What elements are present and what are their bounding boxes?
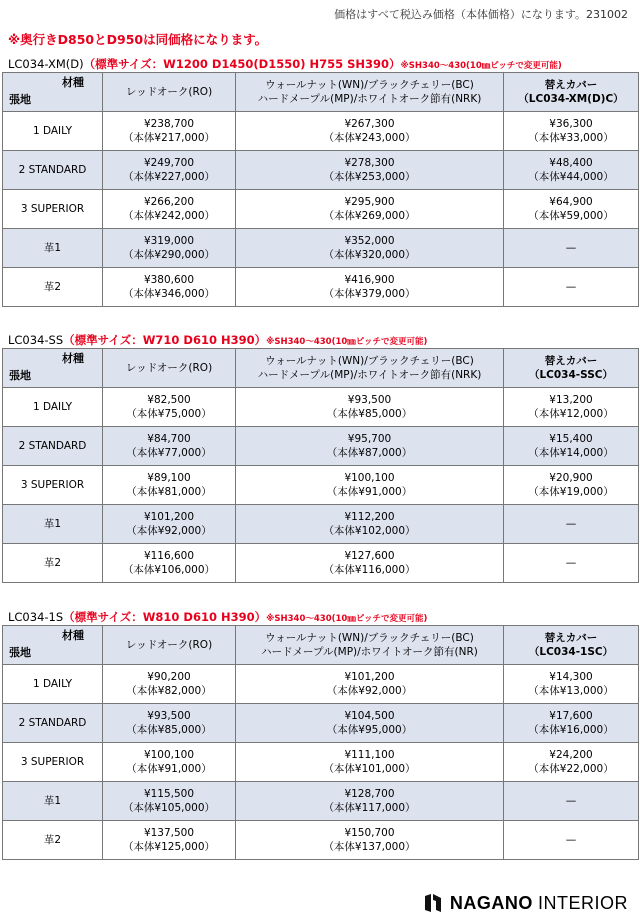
table-row — [3, 388, 639, 427]
price-cell-other-woods: ¥278,300 （本体¥253,000） — [236, 151, 504, 190]
price-cell-other-woods: ¥111,100 （本体¥101,000） — [236, 743, 504, 782]
standard-size: （標準サイズ：W810 D610 H390） — [63, 610, 267, 624]
table-row — [3, 151, 639, 190]
price-cell-other-woods: ¥267,300 （本体¥243,000） — [236, 112, 504, 151]
price-cell-cover: ¥36,300 （本体¥33,000） — [504, 112, 639, 151]
col-header-cover: 替えカバー （LC034-1SC） — [504, 626, 639, 665]
table-row — [3, 112, 639, 151]
col-header-other-woods: ウォールナット(WN)/ブラックチェリー(BC) ハードメープル(MP)/ホワイトオーク節有(NRK) — [236, 349, 504, 388]
col-header-cover: 替えカバー （LC034-SSC） — [504, 349, 639, 388]
price-cell-cover: — — [504, 229, 639, 268]
col-header-other-woods: ウォールナット(WN)/ブラックチェリー(BC) ハードメープル(MP)/ホワイトオーク節有(NR) — [236, 626, 504, 665]
standard-size: （標準サイズ：W1200 D1450(D1550) H755 SH390） — [83, 57, 401, 71]
fabric-grade: 1 DAILY — [3, 388, 103, 427]
section-title — [8, 56, 562, 72]
price-cell-cover: ¥17,600 （本体¥16,000） — [504, 704, 639, 743]
price-cell-cover: ¥15,400 （本体¥14,000） — [504, 427, 639, 466]
table-header-row — [3, 626, 639, 665]
price-cell-cover: — — [504, 505, 639, 544]
depth-note: ※奥行きD850とD950は同価格になります。 — [8, 32, 268, 47]
price-cell-other-woods: ¥112,200 （本体¥102,000） — [236, 505, 504, 544]
price-cell-other-woods: ¥100,100 （本体¥91,000） — [236, 466, 504, 505]
material-label: 材種 — [62, 76, 84, 89]
table-row — [3, 544, 639, 583]
price-cell-other-woods: ¥104,500 （本体¥95,000） — [236, 704, 504, 743]
table-row — [3, 427, 639, 466]
price-cell-cover: — — [504, 821, 639, 860]
fabric-label: 張地 — [9, 93, 31, 106]
price-table — [2, 348, 639, 583]
price-cell-red-oak: ¥319,000 （本体¥290,000） — [103, 229, 236, 268]
section-title — [8, 609, 427, 625]
fabric-label: 張地 — [9, 369, 31, 382]
price-cell-cover: ¥14,300 （本体¥13,000） — [504, 665, 639, 704]
price-cell-red-oak: ¥89,100 （本体¥81,000） — [103, 466, 236, 505]
price-table — [2, 72, 639, 307]
price-cell-cover: — — [504, 268, 639, 307]
col-header-other-woods: ウォールナット(WN)/ブラックチェリー(BC) ハードメープル(MP)/ホワイトオーク節有(NRK) — [236, 73, 504, 112]
table-row — [3, 268, 639, 307]
table-row — [3, 190, 639, 229]
fabric-grade: 革1 — [3, 782, 103, 821]
brand-name-bold: NAGANO — [449, 892, 533, 913]
price-cell-red-oak: ¥266,200 （本体¥242,000） — [103, 190, 236, 229]
price-cell-red-oak: ¥90,200 （本体¥82,000） — [103, 665, 236, 704]
nagano-logo-icon — [422, 892, 444, 914]
price-cell-other-woods: ¥101,200 （本体¥92,000） — [236, 665, 504, 704]
seat-height-note: ※SH340～430(10㎜ピッチで変更可能) — [266, 614, 428, 624]
material-label: 材種 — [62, 352, 84, 365]
price-cell-other-woods: ¥127,600 （本体¥116,000） — [236, 544, 504, 583]
price-cell-other-woods: ¥416,900 （本体¥379,000） — [236, 268, 504, 307]
seat-height-note: ※SH340～430(10㎜ピッチで変更可能) — [400, 61, 562, 71]
price-cell-red-oak: ¥115,500 （本体¥105,000） — [103, 782, 236, 821]
col-header-red-oak: レッドオーク(RO) — [103, 349, 236, 388]
fabric-grade: 3 SUPERIOR — [3, 743, 103, 782]
price-cell-red-oak: ¥137,500 （本体¥125,000） — [103, 821, 236, 860]
price-cell-red-oak: ¥249,700 （本体¥227,000） — [103, 151, 236, 190]
price-cell-other-woods: ¥95,700 （本体¥87,000） — [236, 427, 504, 466]
table-row — [3, 229, 639, 268]
section-title — [8, 332, 427, 348]
table-row — [3, 782, 639, 821]
brand-footer — [422, 890, 628, 916]
table-row — [3, 466, 639, 505]
brand-name-light: INTERIOR — [537, 892, 628, 913]
table-header-row — [3, 349, 639, 388]
corner-header — [3, 349, 103, 388]
fabric-grade: 3 SUPERIOR — [3, 466, 103, 505]
col-header-cover: 替えカバー （LC034-XM(D)C） — [504, 73, 639, 112]
price-cell-red-oak: ¥380,600 （本体¥346,000） — [103, 268, 236, 307]
col-header-red-oak: レッドオーク(RO) — [103, 626, 236, 665]
price-cell-cover: ¥20,900 （本体¥19,000） — [504, 466, 639, 505]
fabric-grade: 革2 — [3, 821, 103, 860]
col-header-red-oak: レッドオーク(RO) — [103, 73, 236, 112]
table-row — [3, 665, 639, 704]
fabric-grade: 革2 — [3, 544, 103, 583]
table-header-row — [3, 73, 639, 112]
price-cell-red-oak: ¥238,700 （本体¥217,000） — [103, 112, 236, 151]
model-code: LC034-1S — [8, 610, 64, 624]
price-cell-red-oak: ¥116,600 （本体¥106,000） — [103, 544, 236, 583]
fabric-grade: 2 STANDARD — [3, 704, 103, 743]
price-cell-cover: — — [504, 782, 639, 821]
fabric-grade: 革1 — [3, 505, 103, 544]
price-cell-other-woods: ¥93,500 （本体¥85,000） — [236, 388, 504, 427]
price-cell-red-oak: ¥93,500 （本体¥85,000） — [103, 704, 236, 743]
standard-size: （標準サイズ：W710 D610 H390） — [63, 333, 267, 347]
price-cell-cover: ¥24,200 （本体¥22,000） — [504, 743, 639, 782]
price-cell-red-oak: ¥100,100 （本体¥91,000） — [103, 743, 236, 782]
table-row — [3, 743, 639, 782]
price-cell-cover: ¥64,900 （本体¥59,000） — [504, 190, 639, 229]
seat-height-note: ※SH340～430(10㎜ピッチで変更可能) — [266, 337, 428, 347]
fabric-grade: 革1 — [3, 229, 103, 268]
price-cell-cover: ¥13,200 （本体¥12,000） — [504, 388, 639, 427]
fabric-grade: 1 DAILY — [3, 112, 103, 151]
table-row — [3, 704, 639, 743]
price-cell-other-woods: ¥128,700 （本体¥117,000） — [236, 782, 504, 821]
fabric-grade: 2 STANDARD — [3, 151, 103, 190]
price-cell-other-woods: ¥150,700 （本体¥137,000） — [236, 821, 504, 860]
fabric-grade: 3 SUPERIOR — [3, 190, 103, 229]
price-cell-red-oak: ¥101,200 （本体¥92,000） — [103, 505, 236, 544]
price-cell-cover: ¥48,400 （本体¥44,000） — [504, 151, 639, 190]
fabric-label: 張地 — [9, 646, 31, 659]
price-cell-other-woods: ¥295,900 （本体¥269,000） — [236, 190, 504, 229]
fabric-grade: 2 STANDARD — [3, 427, 103, 466]
table-row — [3, 505, 639, 544]
price-cell-red-oak: ¥82,500 （本体¥75,000） — [103, 388, 236, 427]
fabric-grade: 革2 — [3, 268, 103, 307]
model-code: LC034-XM(D) — [8, 57, 84, 71]
model-code: LC034-SS — [8, 333, 64, 347]
corner-header — [3, 626, 103, 665]
corner-header — [3, 73, 103, 112]
fabric-grade: 1 DAILY — [3, 665, 103, 704]
material-label: 材種 — [62, 629, 84, 642]
header-note: 価格はすべて税込み価格（本体価格）になります。231002 — [334, 8, 628, 21]
price-cell-red-oak: ¥84,700 （本体¥77,000） — [103, 427, 236, 466]
table-row — [3, 821, 639, 860]
price-table — [2, 625, 639, 860]
price-cell-cover: — — [504, 544, 639, 583]
price-cell-other-woods: ¥352,000 （本体¥320,000） — [236, 229, 504, 268]
